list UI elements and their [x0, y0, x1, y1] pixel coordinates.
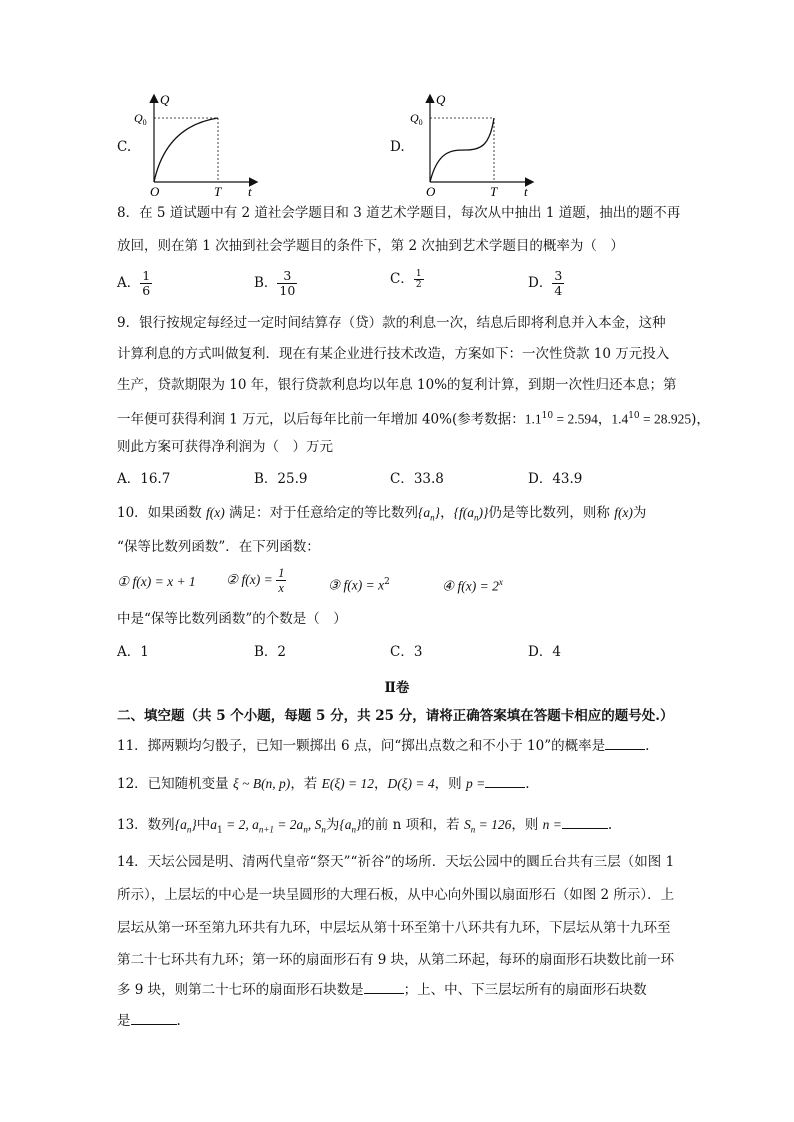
q0-label: $Q_0$: [410, 111, 423, 127]
q14-line4: 第二十七环共有九环；第一环的扇面形石有 9 块，从第二环起，每环的扇面形石块数比前一环: [117, 952, 675, 968]
section-heading: 二、填空题（共 5 个小题，每题 5 分，共 25 分，请将正确答案填在答题卡相应的题号处.）: [117, 708, 674, 724]
q11-answer-blank: [605, 735, 645, 750]
q14-line6: 是 .: [117, 1010, 181, 1031]
q9-option-c: C．33.8: [390, 471, 444, 487]
q8-line1: 8．在 5 道试题中有 2 道社会学题目和 3 道艺术学题目，每次从中抽出 1 道题，抽出的题不再: [117, 205, 681, 221]
q8-option-a: A． $\frac{1}{6}$: [117, 268, 151, 298]
q14-line2: 所示），上层坛的中心是一块呈圆形的大理石板，从中心向外围以扇面形石（如图 2 所示）．上: [117, 887, 675, 903]
graph-d: [408, 92, 538, 202]
q12: 12．已知随机变量 ξ ~ B(n, p)，若 E(ξ) = 12，D(ξ) = 4，则 p = .: [117, 773, 529, 794]
t-tick-label: T: [214, 184, 222, 199]
q10-option-a: A．1: [117, 644, 149, 660]
section-title: Ⅱ卷: [384, 680, 410, 696]
q9-line5: 则此方案可获得净利润为（ ）万元: [117, 439, 333, 455]
q9-line2: 计算利息的方式叫做复利．现在有某企业进行技术改造，方案如下：一次性贷款 10 万元投入: [117, 346, 670, 362]
q14-answer-blank-1: [364, 979, 404, 994]
q9-option-d: D．43.9: [528, 471, 583, 487]
q12-answer-blank: [485, 773, 525, 788]
q14-line1: 14．天坛公园是明、清两代皇帝“祭天”“祈谷”的场所．天坛公园中的圜丘台共有三层（如图 1: [117, 854, 675, 870]
q8-option-b: B． $\frac{3}{10}$: [254, 268, 296, 298]
graph-c: [132, 92, 262, 202]
q9-line3: 生产，贷款期限为 10 年，银行贷款利息均以年息 10%的复利计算，到期一次性归还本息；第: [117, 377, 677, 393]
q10-option-d: D．4: [528, 644, 561, 660]
q10-function-1: ① f(x) = x + 1: [117, 574, 196, 589]
option-c-label: C.: [117, 139, 132, 155]
q8-option-c: C． $\frac{1}{2}$: [390, 269, 422, 290]
q13-answer-blank: [562, 814, 608, 829]
q10-option-b: B．2: [254, 644, 287, 660]
q9-option-a: A．16.7: [117, 471, 171, 487]
q8-line2: 放回，则在第 1 次抽到社会学题目的条件下，第 2 次抽到艺术学题目的概率为（ ）: [117, 238, 624, 254]
q10-function-2: ② f(x) = $\frac{1}{x}$: [226, 566, 285, 595]
q14-line5: 多 9 块，则第二十七环的扇面形石块数是 ；上、中、下三层坛所有的扇面形石块数: [117, 979, 647, 1000]
q14-answer-blank-2: [131, 1010, 177, 1025]
axis-t-label: t: [248, 184, 252, 199]
q8-option-d: D． $\frac{3}{4}$: [528, 268, 563, 298]
q10-function-4: ④ $f(x) = 2^x$: [442, 577, 503, 594]
q10-line4: 中是“保等比数列函数”的个数是（ ）: [117, 611, 347, 627]
origin-label: O: [150, 184, 160, 199]
q9-line1: 9．银行按规定每经过一定时间结算存（贷）款的利息一次，结息后即将利息并入本金，这种: [117, 315, 666, 331]
q10-line1: 10．如果函数 f(x) 满足：对于任意给定的等比数列$\{a_n\}$，$\{f(a_n)\}$仍是等比数列，则称 f(x)为: [117, 505, 647, 523]
q10-function-3: ③ $f(x) = x^2$: [328, 577, 390, 593]
axis-t-label: t: [524, 184, 528, 199]
q10-line2: “保等比数列函数”．在下列函数：: [117, 539, 320, 555]
q0-label: $Q_0$: [134, 111, 147, 127]
s-curve: [430, 118, 494, 182]
q13: 13．数列$\{a_n\}$中$a_1 = 2$, $a_{n+1} = 2a_n$, $S_n$为$\{a_n\}$的前 n 项和，若 $S_n = 126$，则 n = .: [117, 814, 612, 841]
axis-q-label: Q: [160, 92, 170, 107]
option-d-label: D.: [390, 139, 405, 155]
q11: 11．掷两颗均匀骰子，已知一颗掷出 6 点，问“掷出点数之和不小于 10”的概率是 .: [117, 735, 649, 756]
q10-option-c: C．3: [390, 644, 423, 660]
concave-curve: [154, 118, 218, 182]
t-tick-label: T: [490, 184, 498, 199]
origin-label: O: [426, 184, 436, 199]
q9-option-b: B．25.9: [254, 471, 308, 487]
q14-line3: 层坛从第一环至第九环共有九环，中层坛从第十环至第十八环共有九环，下层坛从第十九环至: [117, 920, 671, 936]
q9-line4: 一年便可获得利润 1 万元，以后每年比前一年增加 40%(参考数据：$1.1^{10} = 2.594$，$1.4^{10} = 28.925$)，: [117, 411, 710, 428]
axis-q-label: Q: [436, 92, 446, 107]
